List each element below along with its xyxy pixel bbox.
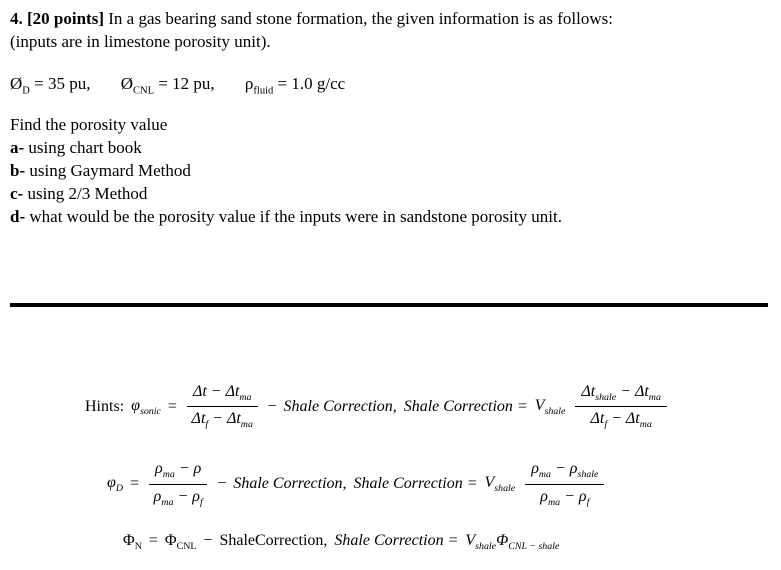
term: Δt — [581, 382, 596, 400]
subscript: D — [115, 483, 124, 495]
phi: Φ — [123, 531, 135, 549]
term: ρ — [155, 460, 163, 478]
equals-sign: = — [167, 397, 177, 415]
v-shale-phi-cnl-shale — [465, 532, 559, 552]
given-phi-d — [10, 73, 95, 97]
minus-sign: − — [267, 397, 277, 415]
shale-correction-equals: Shale Correction = — [403, 397, 528, 415]
rho-symbol: ρ — [244, 73, 254, 93]
subscript: f — [199, 496, 203, 508]
item-label: c- — [10, 184, 24, 204]
equals-sign: = — [130, 475, 140, 493]
neutron-formula-row — [123, 532, 771, 552]
item-text: using chart book — [28, 138, 142, 158]
density-fraction-1 — [149, 460, 207, 507]
numerator — [187, 383, 258, 407]
given-value: = 35 pu, — [34, 73, 91, 93]
subscript: N — [134, 540, 142, 552]
question-text: In a gas bearing sand stone formation, the given information is as follows: — [103, 9, 613, 28]
term: − ρ — [551, 460, 578, 478]
numerator — [149, 460, 207, 484]
term: − Δt — [208, 410, 241, 428]
list-item-c — [10, 183, 771, 206]
shale-correction-text: ShaleCorrection, — [219, 531, 328, 549]
denominator — [192, 407, 253, 430]
term: − Δt — [607, 410, 640, 428]
subscript: ma — [648, 392, 661, 404]
subscript: ma — [239, 392, 252, 404]
subscript: shale — [544, 405, 566, 417]
term: − Δt — [616, 382, 649, 400]
variable: V — [465, 531, 476, 549]
term: ρ — [540, 487, 548, 505]
subscript: ma — [538, 469, 551, 481]
phi-symbol: Ø — [10, 73, 23, 93]
v-shale-symbol — [485, 474, 516, 494]
find-line: Find the porosity value — [10, 115, 168, 135]
subscript: CNL — [133, 85, 155, 97]
shale-correction-equals: Shale Correction = — [353, 475, 478, 493]
given-phi-cnl — [120, 73, 219, 97]
subscript: ma — [240, 419, 253, 431]
term: Δt — [191, 410, 206, 428]
numerator — [575, 383, 667, 407]
phi: φ — [107, 473, 116, 491]
given-values-line — [10, 74, 771, 96]
subscript: ma — [161, 496, 174, 508]
horizontal-divider — [10, 303, 768, 307]
subscript: shale — [475, 540, 497, 552]
item-text: using 2/3 Method — [27, 184, 148, 204]
subscript: ma — [162, 469, 175, 481]
subscript: shale — [577, 469, 599, 481]
given-value: = 12 pu, — [158, 73, 215, 93]
question-number: 4. [20 points] — [10, 9, 104, 28]
sonic-formula-row — [85, 383, 771, 430]
subscript: CNL — [176, 540, 197, 552]
subscript: f — [586, 496, 590, 508]
term: ρ — [153, 487, 162, 505]
subscript: sonic — [139, 405, 161, 417]
shale-correction-text: Shale Correction, — [233, 475, 347, 493]
density-formula-row — [107, 460, 771, 507]
phi-sonic-symbol — [131, 397, 161, 417]
v-shale-symbol — [535, 397, 566, 417]
subscript: fluid — [253, 85, 274, 97]
term: − ρ — [174, 460, 202, 478]
shale-correction-text: Shale Correction, — [283, 397, 397, 415]
sonic-fraction-2 — [575, 383, 667, 430]
item-label: b- — [10, 161, 26, 181]
phi-symbol: Ø — [120, 73, 134, 93]
item-text: using Gaymard Method — [29, 161, 191, 181]
phi: Φ — [496, 531, 509, 549]
minus-sign: − — [217, 475, 227, 493]
item-label: a- — [10, 138, 25, 158]
term: − ρ — [173, 487, 200, 505]
subscript: ma — [547, 496, 561, 508]
sonic-fraction-1 — [187, 383, 258, 430]
given-value: = 1.0 g/cc — [277, 73, 346, 93]
term: − ρ — [560, 487, 587, 505]
variable: V — [534, 396, 545, 414]
phi-d-symbol — [107, 474, 123, 494]
subscript: ma — [639, 419, 652, 431]
subscript: D — [22, 85, 30, 97]
term: Δt − Δt — [192, 382, 240, 400]
equals-sign: = — [148, 531, 158, 549]
denominator — [540, 485, 589, 508]
term: ρ — [531, 460, 539, 478]
list-item-a — [10, 137, 771, 160]
subscript: f — [205, 419, 209, 431]
item-text: what would be the porosity value if the inputs were in sandstone porosity unit. — [29, 207, 562, 227]
term: Δt — [590, 410, 605, 428]
phi: Φ — [164, 531, 177, 549]
density-fraction-2 — [525, 460, 604, 507]
hints-section — [10, 383, 771, 552]
item-label: d- — [10, 207, 26, 227]
variable: V — [484, 473, 495, 491]
shale-correction-equals: Shale Correction = — [334, 531, 459, 549]
subscript: shale — [595, 392, 617, 404]
phi: φ — [131, 396, 140, 414]
denominator — [154, 485, 203, 508]
list-item-d — [10, 206, 771, 229]
question-line-1 — [10, 8, 771, 31]
given-rho-fluid — [244, 73, 346, 97]
subscript: CNL − shale — [508, 540, 560, 552]
subscript: f — [604, 419, 608, 431]
hints-label: Hints: — [85, 397, 125, 415]
list-item-b — [10, 160, 771, 183]
minus-sign: − — [203, 531, 213, 549]
phi-cnl-symbol — [165, 532, 197, 552]
phi-n-symbol — [123, 532, 142, 552]
question-line-2: (inputs are in limestone porosity unit). — [10, 31, 271, 51]
denominator — [590, 407, 651, 430]
subscript: shale — [494, 483, 516, 495]
numerator — [525, 460, 604, 484]
